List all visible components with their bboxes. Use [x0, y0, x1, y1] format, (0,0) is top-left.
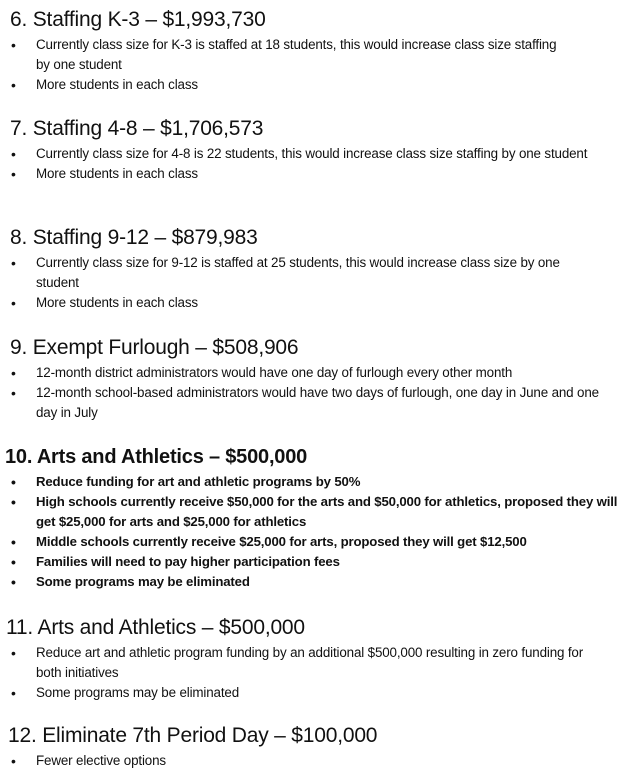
section-arts-athletics-2 [0, 615, 644, 703]
section-eliminate-7th-period [0, 723, 644, 771]
bullet-icon: • [11, 37, 16, 53]
bullet-icon: • [11, 494, 16, 510]
list-item: • More students in each class [11, 295, 198, 311]
section-exempt-furlough [0, 335, 644, 423]
bullet-list [0, 643, 600, 703]
bullet-icon: • [11, 554, 16, 570]
bullet-list [0, 363, 600, 423]
list-item: • High schools currently receive $50,000 for the arts and $50,000 for athletics, proposed they will get $25,000 for arts and $25,000 for athletics [11, 494, 618, 529]
bullet-icon: • [11, 77, 16, 93]
list-item: • Currently class size for 4-8 is 22 students, this would increase class size staffing by one student [11, 146, 588, 162]
bullet-icon: • [11, 146, 16, 162]
bullet-icon: • [11, 753, 16, 769]
list-item: • More students in each class [11, 166, 198, 182]
bullet-icon: • [11, 255, 16, 271]
bullet-icon: • [11, 166, 16, 182]
list-item: • Reduce funding for art and athletic programs by 50% [11, 474, 361, 490]
list-item: • Some programs may be eliminated [11, 574, 250, 590]
section-staffing-4-8 [0, 116, 644, 184]
list-item: • Reduce art and athletic program funding by an additional $500,000 resulting in zero funding for both initiatives [11, 645, 584, 680]
bullet-icon: • [11, 645, 16, 661]
list-item: • Currently class size for K-3 is staffed at 18 students, this would increase class size staffing by one student [11, 37, 557, 72]
section-heading: 7. Staffing 4-8 – $1,706,573 [10, 117, 264, 140]
list-item: • Some programs may be eliminated [11, 685, 239, 701]
bullet-list [0, 253, 600, 313]
bullet-icon: • [11, 385, 16, 401]
bullet-icon: • [11, 365, 16, 381]
section-heading: 11. Arts and Athletics – $500,000 [6, 616, 305, 639]
bullet-list [0, 472, 630, 592]
section-heading: 10. Arts and Athletics – $500,000 [5, 446, 308, 468]
section-staffing-k3 [0, 7, 644, 95]
bullet-icon: • [11, 534, 16, 550]
bullet-icon: • [11, 474, 16, 490]
bullet-list [0, 144, 606, 184]
bullet-icon: • [11, 574, 16, 590]
bullet-icon: • [11, 295, 16, 311]
list-item: • Currently class size for 9-12 is staffed at 25 students, this would increase class size by one student [11, 255, 560, 290]
section-heading: 12. Eliminate 7th Period Day – $100,000 [8, 724, 378, 747]
section-heading: 9. Exempt Furlough – $508,906 [10, 336, 299, 359]
list-item: • 12-month district administrators would have one day of furlough every other month [11, 365, 513, 381]
section-staffing-9-12 [0, 225, 644, 313]
section-heading: 6. Staffing K-3 – $1,993,730 [10, 8, 266, 31]
list-item: • Middle schools currently receive $25,000 for arts, proposed they will get $12,500 [11, 534, 527, 550]
list-item: • Families will need to pay higher participation fees [11, 554, 340, 570]
list-item: • More students in each class [11, 77, 198, 93]
bullet-list [0, 35, 560, 95]
bullet-icon: • [11, 685, 16, 701]
list-item: • Fewer elective options [11, 753, 166, 769]
bullet-list [0, 751, 600, 771]
list-item: • 12-month school-based administrators would have two days of furlough, one day in June and one day in July [11, 385, 599, 420]
section-heading: 8. Staffing 9-12 – $879,983 [10, 226, 258, 249]
section-arts-athletics-1 [0, 444, 644, 592]
